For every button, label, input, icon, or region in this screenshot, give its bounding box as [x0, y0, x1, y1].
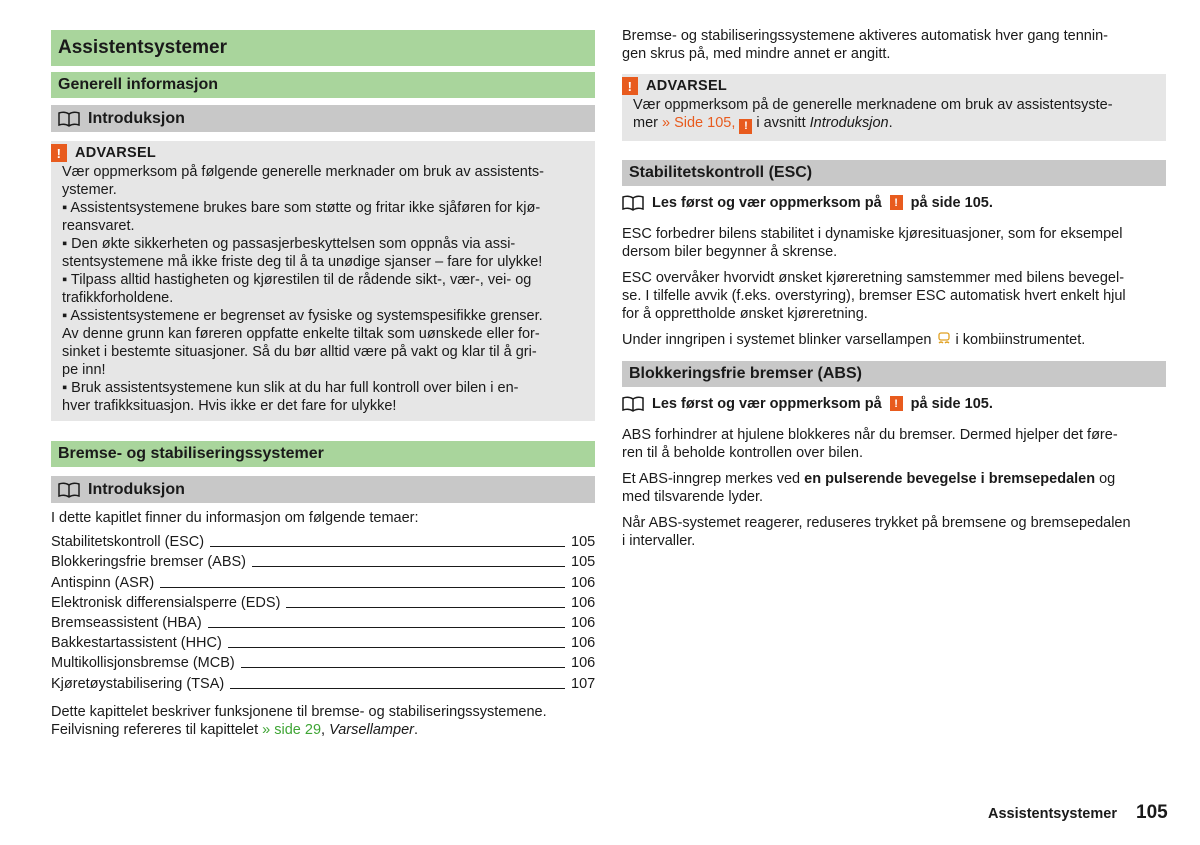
abs-text-post: og	[1095, 470, 1116, 487]
intro-paragraph-line: Bremse- og stabiliseringssystemene aktiveres automatisk hver gang tennin-	[622, 28, 1108, 44]
left-column	[51, 30, 595, 739]
section-heading-esc: Stabilitetskontroll (ESC)	[622, 160, 1166, 186]
warning-text-pre: mer	[633, 115, 662, 131]
toc-page: 106	[571, 635, 596, 652]
warning-line: ▪ Bruk assistentsystemene kun slik at du har full kontroll over bilen i en-	[62, 380, 519, 396]
read-first-page: på side 105.	[910, 194, 993, 211]
warning-line: Vær oppmerksom på de generelle merknadene om bruk av assistentsyste-	[633, 97, 1113, 113]
toc-label: Blokkeringsfrie bremser (ABS)	[51, 554, 246, 571]
toc-row[interactable]	[51, 571, 595, 591]
toc-leader	[252, 566, 565, 567]
toc-page: 106	[571, 655, 596, 672]
read-first-page: på side 105.	[910, 395, 993, 412]
warning-text-end: .	[888, 115, 893, 131]
esc-paragraph-line: for å opprettholde ønsket kjøreretning.	[622, 305, 868, 322]
closing-italic: Varsellamper	[329, 721, 414, 738]
toc-leader	[208, 627, 565, 628]
intro-text: I dette kapitlet finner du informasjon om følgende temaer:	[51, 510, 419, 526]
toc-leader	[286, 607, 565, 608]
toc-row[interactable]	[51, 632, 595, 652]
warning-line: hver trafikksituasjon. Hvis ikke er det fare for ulykke!	[62, 398, 397, 414]
toc-row[interactable]	[51, 652, 595, 672]
page-number: 105	[1136, 802, 1168, 823]
toc-page: 105	[571, 534, 596, 551]
abs-paragraph-line	[622, 470, 1166, 488]
esc-paragraph-line: dersom biler begynner å skrense.	[622, 243, 838, 260]
abs-paragraph-line: ren til å beholde kontrollen over bilen.	[622, 444, 864, 461]
page-105-link[interactable]: » Side 105,	[662, 115, 736, 131]
toc-label: Bakkestartassistent (HHC)	[51, 635, 222, 652]
warning-line: trafikkforholdene.	[62, 290, 174, 306]
toc-label: Multikollisjonsbremse (MCB)	[51, 655, 235, 672]
toc-row[interactable]	[51, 531, 595, 551]
toc-leader	[228, 647, 565, 648]
warning-text-mid: i avsnitt	[752, 115, 810, 131]
abs-paragraph-line: ABS forhindrer at hjulene blokkeres når du bremser. Dermed hjelper det føre-	[622, 426, 1118, 443]
warning-box	[51, 141, 595, 421]
abs-paragraph-line: med tilsvarende lyder.	[622, 488, 764, 505]
toc-label: Kjøretøystabilisering (TSA)	[51, 675, 225, 692]
chapter-title: Assistentsystemer	[51, 30, 595, 66]
read-first-note	[622, 193, 1166, 213]
read-first-note	[622, 394, 1166, 414]
warning-icon: !	[890, 195, 903, 210]
warning-line: ▪ Assistentsystemene er begrenset av fysiske og systemspesifikke grenser.	[62, 308, 543, 324]
toc-label: Bremseassistent (HBA)	[51, 614, 202, 631]
toc-label: Stabilitetskontroll (ESC)	[51, 534, 205, 551]
closing-text-line2	[51, 721, 595, 739]
abs-text-bold: en pulserende bevegelse i bremsepedalen	[804, 470, 1096, 487]
toc-leader	[241, 667, 565, 668]
toc-page: 106	[571, 574, 596, 591]
subsection-heading-text: Introduksjon	[88, 110, 185, 127]
warning-body	[51, 163, 583, 415]
book-icon	[58, 482, 80, 498]
footer-section-title: Assistentsystemer	[988, 806, 1117, 822]
warning-line: ystemer.	[62, 182, 117, 198]
warning-icon: !	[890, 396, 903, 411]
closing-sep: ,	[321, 721, 330, 738]
toc-leader	[160, 587, 565, 588]
warning-body	[622, 96, 1154, 134]
esc-paragraph-line: ESC forbedrer bilens stabilitet i dynamiske kjøresituasjoner, som for eksempel	[622, 225, 1123, 242]
esc-paragraph-line	[622, 331, 1166, 349]
book-icon	[622, 195, 644, 211]
toc-page: 106	[571, 614, 596, 631]
esc-paragraph-line: ESC overvåker hvorvidt ønsket kjøreretning samstemmer med bilens bevegel-	[622, 269, 1125, 286]
warning-line: stentsystemene må ikke friste deg til å ta unødige sjanser – fare for ulykke!	[62, 254, 543, 270]
right-column	[622, 27, 1166, 550]
read-first-text: Les først og vær oppmerksom på	[652, 194, 882, 211]
toc-row[interactable]	[51, 592, 595, 612]
page-29-link[interactable]: » side 29	[262, 721, 322, 738]
warning-box	[622, 74, 1166, 141]
toc-leader	[210, 546, 565, 547]
warning-icon: !	[739, 119, 752, 134]
warning-label: ADVARSEL	[75, 145, 157, 161]
esc-lamp-text-pre: Under inngripen i systemet blinker varsellampen	[622, 331, 932, 348]
warning-line: ▪ Assistentsystemene brukes bare som støtte og fritar ikke sjåføren for kjø-	[62, 200, 541, 216]
subsection-heading-text: Introduksjon	[88, 481, 185, 498]
warning-line: ▪ Den økte sikkerheten og passasjerbeskyttelsen som oppnås via assi-	[62, 236, 516, 252]
warning-icon: !	[622, 77, 638, 95]
toc-label: Elektronisk differensialsperre (EDS)	[51, 594, 281, 611]
abs-text-pre: Et ABS-inngrep merkes ved	[622, 470, 805, 487]
esc-lamp-icon	[936, 332, 952, 346]
esc-paragraph-line: se. I tilfelle avvik (f.eks. overstyring), bremser ESC automatisk hvert enkelt hjul	[622, 287, 1126, 304]
warning-label: ADVARSEL	[646, 78, 728, 94]
section-heading-abs: Blokkeringsfrie bremser (ABS)	[622, 361, 1166, 387]
warning-text-italic: Introduksjon	[809, 115, 889, 131]
book-icon	[622, 396, 644, 412]
closing-end: .	[413, 721, 418, 738]
toc-row[interactable]	[51, 672, 595, 692]
warning-line	[633, 114, 1154, 134]
warning-line: Av denne grunn kan føreren oppfatte enkelte tiltak som uønskede eller for-	[62, 326, 540, 342]
warning-line: sinket i bestemte situasjoner. Så du bør alltid være på vakt og klar til å gri-	[62, 344, 537, 360]
toc-page: 106	[571, 594, 596, 611]
toc-label: Antispinn (ASR)	[51, 574, 155, 591]
warning-header	[622, 76, 1154, 96]
toc-page: 107	[571, 675, 596, 692]
warning-line: pe inn!	[62, 362, 106, 378]
book-icon	[58, 111, 80, 127]
warning-header	[51, 143, 583, 163]
toc-row[interactable]	[51, 551, 595, 571]
subsection-heading-intro	[51, 476, 595, 503]
section-heading-general: Generell informasjon	[51, 72, 595, 98]
toc-leader	[230, 688, 565, 689]
toc-page: 105	[571, 554, 596, 571]
warning-line: Vær oppmerksom på følgende generelle merknader om bruk av assistents-	[62, 164, 544, 180]
intro-paragraph-line: gen skrus på, med mindre annet er angitt.	[622, 46, 891, 62]
closing-text-pre: Feilvisning refereres til kapittelet	[51, 721, 263, 738]
read-first-text: Les først og vær oppmerksom på	[652, 395, 882, 412]
subsection-heading-intro	[51, 105, 595, 132]
warning-line: reansvaret.	[62, 218, 135, 234]
toc-row[interactable]	[51, 612, 595, 632]
toc-list	[51, 531, 595, 693]
section-heading-brake: Bremse- og stabiliseringssystemer	[51, 441, 595, 467]
warning-line: ▪ Tilpass alltid hastigheten og kjørestilen til de rådende sikt-, vær-, vei- og	[62, 272, 532, 288]
warning-icon: !	[51, 144, 67, 162]
closing-text: Dette kapittelet beskriver funksjonene til bremse- og stabiliseringssystemene.	[51, 703, 547, 720]
abs-paragraph-line: i intervaller.	[622, 532, 696, 549]
abs-paragraph-line: Når ABS-systemet reagerer, reduseres trykket på bremsene og bremsepedalen	[622, 514, 1131, 531]
esc-lamp-text-post: i kombiinstrumentet.	[955, 331, 1086, 348]
